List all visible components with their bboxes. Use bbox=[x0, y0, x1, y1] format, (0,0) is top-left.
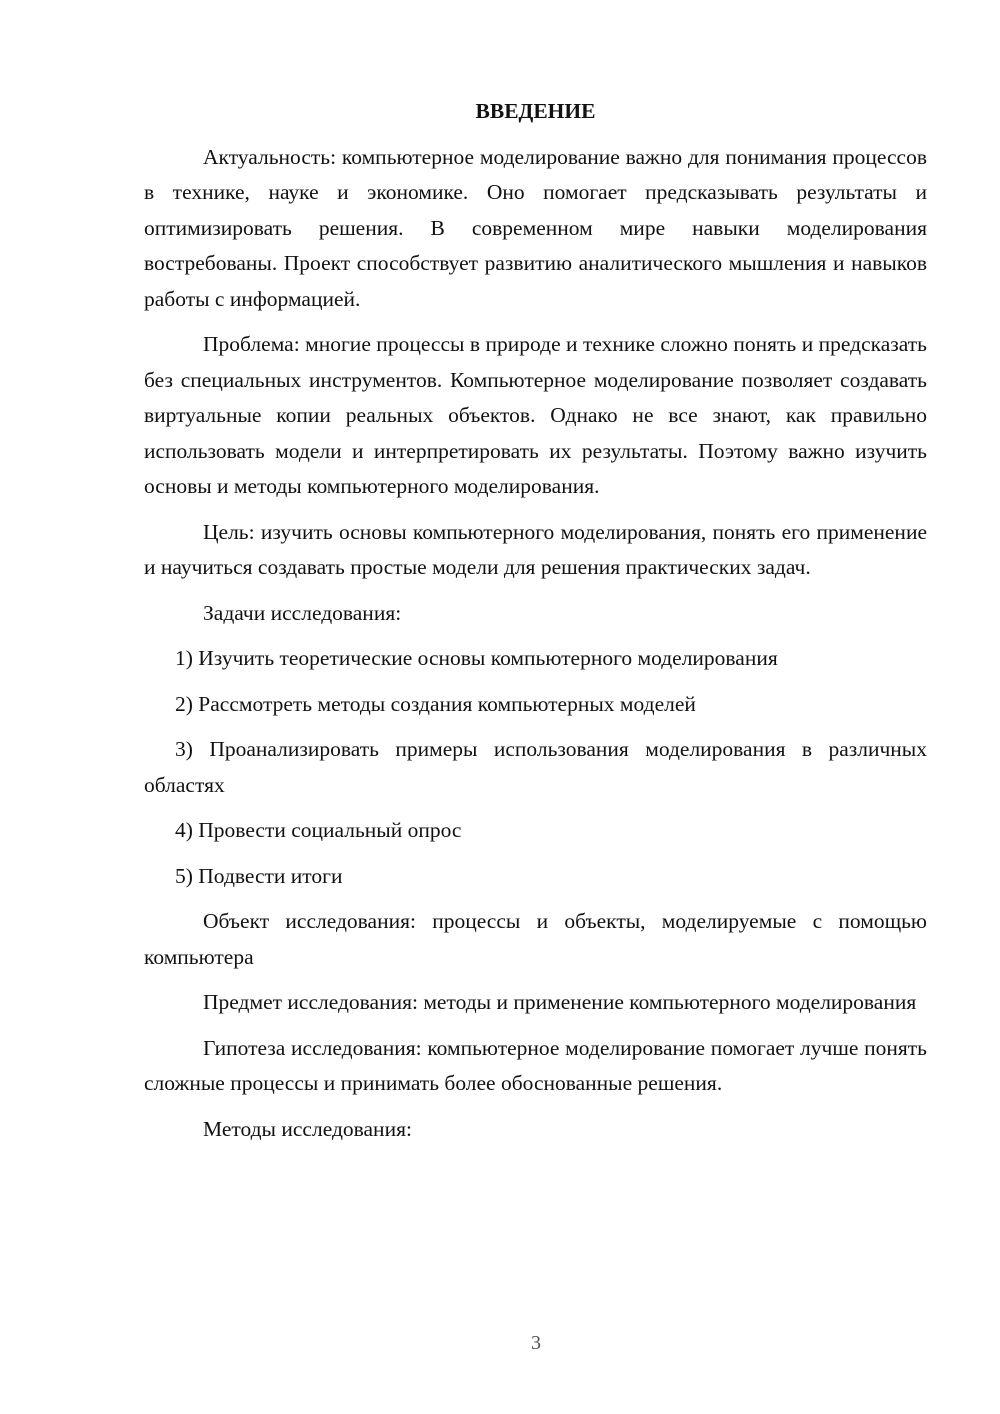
task-item-4: 4) Провести социальный опрос bbox=[175, 818, 462, 842]
paragraph-object: Объект исследования: процессы и объекты, моделируемые с помощью компьютера bbox=[144, 909, 927, 969]
section-title: ВВЕДЕНИЕ bbox=[475, 99, 596, 123]
page-content bbox=[144, 94, 927, 1157]
task-item-2: 2) Рассмотреть методы создания компьютерных моделей bbox=[175, 691, 696, 716]
task-item-5: 5) Подвести итоги bbox=[175, 863, 343, 888]
paragraph-goal: Цель: изучить основы компьютерного моделирования, понять его применение и научиться создавать простые модели для решения практических задач. bbox=[144, 519, 927, 579]
paragraph-relevance: Актуальность: компьютерное моделирование важно для понимания процессов в технике, науке и экономике. Оно помогает предсказывать результаты и оптимизировать решения. В современном мире навыки моделирования востребованы. Проект способствует развитию аналитического мышления и навыков работы с информацией. bbox=[144, 144, 927, 311]
paragraph-methods-heading: Методы исследования: bbox=[203, 1116, 412, 1141]
paragraph-subject: Предмет исследования: методы и применение компьютерного моделирования bbox=[203, 990, 917, 1014]
paragraph-problem: Проблема: многие процессы в природе и технике сложно понять и предсказать без специальных инструментов. Компьютерное моделирование позволяет создавать виртуальные копии реальных объектов. Однако не все знают, как правильно использовать модели и интерпретировать их результаты. Поэтому важно изучить основы и методы компьютерного моделирования. bbox=[144, 332, 927, 498]
paragraph-hypothesis: Гипотеза исследования: компьютерное моделирование помогает лучше понять сложные процессы и принимать более обоснованные решения. bbox=[144, 1035, 927, 1095]
paragraph-tasks-heading: Задачи исследования: bbox=[203, 600, 402, 625]
page-number: 3 bbox=[531, 1332, 541, 1354]
task-item-1: 1) Изучить теоретические основы компьютерного моделирования bbox=[175, 646, 778, 670]
task-item-3: 3) Проанализировать примеры использования моделирования в различных областях bbox=[144, 737, 927, 797]
